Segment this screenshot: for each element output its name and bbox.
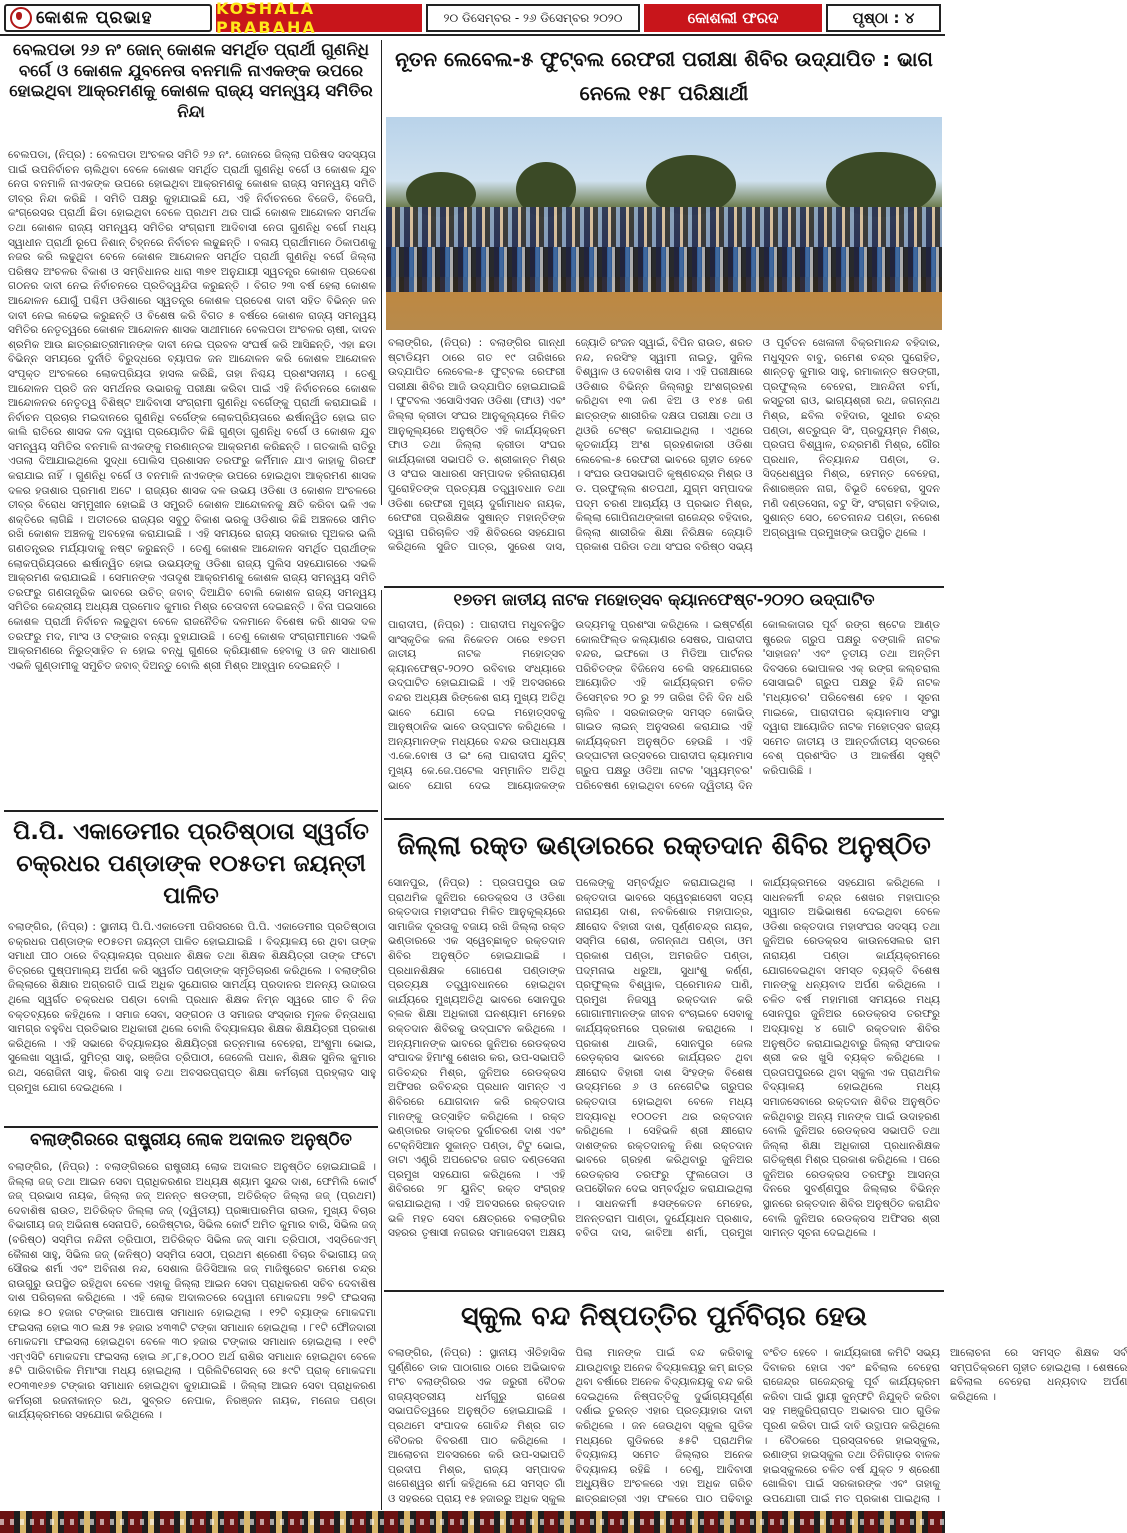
- article-1-body: ବେଲପଡା, (ନିପ୍ର) : ବେଲପଡା ଅଂଚଳର ସମିତି ୨୬ ନଂ. ଜୋନରେ ଜିଲ୍ଲା ପରିଷଦ ସଦସ୍ୟତା ପାଇଁ ଉପନିର୍ବାଚନ ଚାଲିଥିବା ବେଳେ କୋଶଳ ସମର୍ଥିତ ପ୍ରାର୍ଥୀ ଗୁଣନିଧି ବର୍ଗେ ଓ କୋଶଳ ଯୁବ ନେତା ବନମାଳି ନାଏକଙ୍କ ଉପରେ ହୋଇଥିବା ଆକ୍ରମଣକୁ କୋଶଳ ରାଜ୍ୟ ସମନ୍ୱୟ ସମିତି ତୀବ୍ର ନିନ୍ଦା କରିଛି । ସମିତି ପକ୍ଷରୁ କୁହାଯାଇଛି ଯେ, ଏହି ନିର୍ବାଚନରେ ବିଜେଡି, ବିଜେପି, କଂଗ୍ରେସର ପ୍ରାର୍ଥୀ ଛିଡା ହୋଇଥିବା ବେଳେ ପ୍ରଥମ ଥର ପାଇଁ କୋଶଳ ଆନ୍ଦୋଳନ ସମର୍ଥକ ତଥା କୋଶଳ ରାଜ୍ୟ ସମନ୍ୱୟ ସମିତିର ସଂଗ୍ରାମୀ ଆଦିବାସୀ ନେତା ଗୁଣନିଧି ବର୍ଗେ ମଧ୍ୟ ସ୍ୱାଧୀନ ପ୍ରାର୍ଥୀ ରୂପେ ନିଶାନ୍ ଚିହ୍ନରେ ନିର୍ବାଚନ ଲଢୁଛନ୍ତି । ବଳାୟ ପ୍ରାର୍ଥୀମାନେ ଠିକାପଣକୁ ନଜର କରି ଲଢୁଥିବା ବେଳେ କୋଶଳ ଆନ୍ଦୋଳନ ସମର୍ଥିତ ପ୍ରାର୍ଥୀ ଗୁଣନିଧି ବର୍ଗେ ଜିଲ୍ଲା ପରିଷଦ ଅଂଚଳର ବିକାଶ ଓ ସମ୍ବିଧାନର ଧାରା ୩୭୧ ଅନୁଯାୟୀ ସ୍ୱତନ୍ତ୍ର କୋଶଳ ପ୍ରଦେଶ ଗଠନର ଦାବୀ ନେଇ ନିର୍ବାଚନରେ ପ୍ରତିଦ୍ୱନ୍ଦିତା କରୁଛନ୍ତି । ବିଗତ ୨୩ ବର୍ଷ ହେଲା କୋଶଳ ଆନ୍ଦୋଳନ ଯୋଗୁଁ ପଶ୍ଚିମ ଓଡିଶାରେ ସ୍ୱତନ୍ତ୍ର କୋଶଳ ପ୍ରଦେଶ ଦାବୀ ସହିତ ବିଭିନ୍ନ ଜନ ଦାବୀ ନେଇ ଲଢେଇ କରୁଛନ୍ତି ଓ ବିଶେଷ କରି ବିଗତ ୫ ବର୍ଷରେ କୋଶଳ ରାଜ୍ୟ ସମନ୍ୱୟ ସମିତିର ନେତୃତ୍ୱରେ କୋଶଳ ଆନ୍ଦୋଳନ ଶାସକ ସାଥୀମାନେ ବେଲପଡା ଅଂଚଳର ଚାଷୀ, ଦାଦନ ଶ୍ରମିକ ଆଉ ଛାତ୍ରଛାତ୍ରୀମାନଙ୍କ ଦାବୀ ନେଇ ପ୍ରବଳ ସଂଘର୍ଷ କରି ଆସିଛନ୍ତି, ଏହା ଛଡା ବିଭିନ୍ନ ସମୟରେ ଦୁର୍ନୀତି ବିରୁଦ୍ଧରେ ବ୍ୟାପକ ଜନ ଆନ୍ଦୋଳନ କରି କୋଶଳ ଆନ୍ଦୋଳନ ସଂପୃକ୍ତ ଅଂଚଳରେ ଲୋକପ୍ରିୟତା ହାସଲ କରିଛି, ତାହା ନିଶ୍ଚୟ ପ୍ରଶଂସନୀୟ । ତେଣୁ ଆନ୍ଦୋଳନ ପ୍ରତି ଜନ ସମର୍ଥନର ଉଭାରକୁ ପରୀକ୍ଷା କରିବା ପାଇଁ ଏହି ନିର୍ବାଚନରେ କୋଶଳ ଆନ୍ଦୋଳନର ନେତୃତ୍ୱ ବିଶିଷ୍ଟ ଆଦିବାସୀ ସଂଗ୍ରାମୀ ଗୁଣନିଧି ବର୍ଗେଙ୍କୁ ପ୍ରାର୍ଥୀ କରାଯାଇଛି । ନିର୍ବାଚନ ପ୍ରଚାର ମଇଦାନରେ ଗୁଣନିଧି ବର୍ଗେଙ୍କ ଲୋକପ୍ରିୟତାରେ ଈର୍ଷାନ୍ୱିତ ହୋଇ ଗତ କାଲି ରାତିରେ ଶାସକ ଦଳ ଦ୍ୱାରା ପ୍ରୟୋଜିତ କିଛି ଗୁଣ୍ଡା ଗୁଣନିଧି ବର୍ଗେ ଓ କୋଶଳ ଯୁବ ସମନ୍ୱୟ ସମିତିର ବନମାଳି ନାଏକଙ୍କୁ ମରଣାନ୍ତକ ଆକ୍ରମଣ କରିଛନ୍ତି । ଗତକାଲି ରାତିରୁ ଏତାଲା ଦିଆଯାଇଥିଲେ ସୁଦ୍ଧା ପୋଲିସ ପ୍ରଶାସନ ତରଫରୁ କର୍ମିମାନ ଯାଏ କାହାକୁ ଗିରଫ କରାଯାଇ ନାହିଁ । ଗୁଣନିଧି ବର୍ଗେ ଓ ବନମାଳି ନାଏକଙ୍କ ଉପରେ ହୋଇଥିବା ଆକ୍ରମଣ ଶାସକ ଦଳର ହତାଶାର ପ୍ରମାଣ ଅଟେ । ରାଜ୍ୟର ଶାସକ ଦଳ ଉଭୟ ଓଡିଶା ଓ କୋଶଳ ଅଂଚଳରେ ତୀବ୍ର ବିରୋଧ ସମ୍ମୁଖୀନ ହୋଇଛି ଓ ସମ୍ପ୍ରତି କୋଶଳ ଆନ୍ଦୋଳନକୁ କ୍ଷତି କରିବା ଭଳି ଏକ ଶକ୍ତିରେ ଲାଗିଛି । ଅତୀତରେ ରାଜ୍ୟର ସବୁଠୁ ବିକାଶ ଭରକୁ ଓଡିଶାର କିଛି ଅଞ୍ଚଳରେ ସୀମିତ ରଖି କୋଶଳ ଅଞ୍ଚଳକୁ ଅବହେଳା କରାଯାଇଛି । ଏହି ସମୟରେ ରାଜ୍ୟ ସରକାର ପୂଅକର ଭଲି ଗଣତନ୍ତ୍ରର ମର୍ଯ୍ୟାଦାକୁ ନଷ୍ଟ କରୁଛନ୍ତି । ତେଣୁ କୋଶଳ ଆନ୍ଦୋଳନ ସମର୍ଥିତ ପ୍ରାର୍ଥୀଙ୍କ ଲୋକପ୍ରିୟତାରେ ଈର୍ଷାନ୍ୱିତ ହୋଇ ଉଭୟଙ୍କୁ ଓଡିଶା ରାଜ୍ୟ ପୁଲିସ ସହଯୋଗରେ ଏଭଳି ଆକ୍ରମଣ କରାଯାଇଛି । ସେମାନଙ୍କ ଏତାଦୃଶ ଆକ୍ରମଣକୁ କୋଶଳ ରାଜ୍ୟ ସମନ୍ୱୟ ସମିତି ତରଫରୁ ଗଣତାନ୍ତ୍ରିକ ଭାବରେ ଉଚିତ୍ ଜବାବ୍ ଦିଆଯିବ ବୋଲି କୋଶଳ ରାଜ୍ୟ ସମନ୍ୱୟ ସମିତିର କେନ୍ଦ୍ରୀୟ ଅଧ୍ୟକ୍ଷ ପ୍ରମୋଦ କୁମାର ମିଶ୍ର ଚେତାବନୀ ଦେଇଛନ୍ତି । ବିନା ପଇସାରେ କୋଶଳ ପ୍ରାର୍ଥୀ ନିର୍ବାଚନ ଲଢୁଥିବା ବେଳେ ରାଜନୈତିକ ଦଳମାନେ ବିଶେଷ କରି ଶାସକ ଦଳ ତରଫରୁ ମଦ, ମାଂସ ଓ ଟଙ୍କାର ବନ୍ୟା ବୁହାଯାଉଛି । ତେଣୁ କୋଶଳ ସଂଗ୍ରାମୀମାନେ ଏଭଳି ଆକ୍ରମଣରେ ନିରୁତ୍ସାହିତ ନ ହୋଇ ବନ୍ଧୁ ଗୁଣରେ କ୍ରିୟାଶୀଳ ହେବାକୁ ଓ ଜନ ସାଧାରଣ ଏଭଳି ଗୁଣ୍ଡାମୀକୁ ସମୁଚିତ ଜବାବ୍ ଦିଅନ୍ତୁ ବୋଲି ଶ୍ରୀ ମିଶ୍ର ଆହ୍ୱାନ ଦେଇଛନ୍ତି ।: [8, 149, 376, 672]
- masthead: [0, 0, 945, 36]
- issue-date: ୨୦ ଡିସେମ୍ବର - ୨୬ ଡିସେମ୍ବର ୨୦୨୦: [426, 4, 640, 32]
- article-separator: [4, 1126, 378, 1128]
- article-separator: [384, 1290, 944, 1292]
- article-3-body: ବଲାଙ୍ଗିର, (ନିପ୍ର) : ବଲାଙ୍ଗିରରେ ରାଷ୍ଟ୍ରୀୟ ଲୋକ ଅଦାଲତ ଅନୁଷ୍ଠିତ ହୋଇଯାଇଛି । ଜିଲ୍ଲା ଜଜ୍ ତଥା ଆଇନ ସେବା ପ୍ରାଧିକରଣର ଅଧ୍ୟକ୍ଷ ଶ୍ୟାମ ସୁନ୍ଦର ଦାଶ, ଫେମିଲି କୋର୍ଟ ଜଜ୍ ପ୍ରଭାସ ନାୟକ, ଜିଲ୍ଲା ଜଜ୍ ଅନନ୍ତ ଷଡଙ୍ଗୀ, ଅତିରିକ୍ତ ଜିଲ୍ଲା ଜଜ୍ (ପ୍ରଥମ) ଦେବାଶିଷ ରାଉତ, ଅତିରିକ୍ତ ଜିଲ୍ଲା ଜଜ୍ (ଦ୍ୱିତୀୟ) ପ୍ରଜ୍ଞାପାରମିତା ରାଉଳ, ମୁଖ୍ୟ ବିଚାର ବିଭାଗୀୟ ଜଜ୍ ଅଭିନାଷ ସେନାପତି, ରେଜିଷ୍ଟାର, ସିଭିଲ କୋର୍ଟ ଅମିତ କୁମାର ବାରି, ସିଭିଲ ଜଜ୍ (ବରିଷ୍ଠ) ସସ୍ମିତା ନନ୍ଦିନୀ ତ୍ରିପାଠୀ, ଅତିରିକ୍ତ ସିଭିଲ ଜଜ୍ ସାମା ତ୍ରିପାଠୀ, ଏସ୍ଡିଜେଏମ୍ କୈଳାଶ ସାହୁ, ସିଭିଲ ଜଜ୍ (କନିଷ୍ଠ) ସସ୍ମିତା ସେଠୀ, ପ୍ରଥମ ଶ୍ରେଣୀ ବିଚାର ବିଭାଗୀୟ ଜଜ୍ ସୌରଭ ଶର୍ମା ଏବଂ ଅବିନାଶ ନନ୍ଦ, ସେଶାଲ ଜିଡିସିଆଲ ଜଜ୍ ମାଜିଷ୍ଟ୍ରେଟ ରମେଶ ଚନ୍ଦ୍ର ରାଉଗୁରୁ ଉପସ୍ଥିତ ରହିଥିବା ବେଳେ ଏହାକୁ ଜିଲ୍ଲା ଆଇନ ସେବା ପ୍ରାଧିକରଣ ସଚିବ ଦେବାଶିଷ ଦାଶ ପରିଚାଳନା କରିଥିଲେ । ଏହି ଲୋକ ଅଦାଲତରେ ଦେୱାନୀ ମୋକଦ୍ଦମା ୨୭ଟି ଫଇସଲା ହୋଇ ୫୦ ହଜାର ଟଙ୍କାର ଆପୋଷ ସମାଧାନ ହୋଇଥିଲା । ୧୨ଟି ବ୍ୟାଙ୍କ ମୋକଦ୍ଦମା ଫଇସଲା ହୋଇ ୩୦ ଲକ୍ଷ ୨୫ ହଜାର ୪୩୩ଟି ଟଙ୍କା ସମାଧାନ ହୋଇଥିଲା । ୮୧ଟି ଫୌଜଦାରୀ ମୋକଦ୍ଦମା ଫଇସଲା ହୋଇଥିବା ବେଳେ ୩୦ ହଜାର ଟଙ୍କାର ସମାଧାନ ହୋଇଥିଲା । ୧୧ଟି ଏମ୍ଏସିଟି ମୋକଦ୍ଦମା ଫଇସଲା ହୋଇ ୬୮,୮୫,୦୦୦ ଅର୍ଥ ରାଶିର ସମାଧାନ ହୋଇଥିବା ବେଳେ ୫ଟି ପାରିବାରିକ ମିମାଂସା ମଧ୍ୟ ହୋଇଥିଲା । ପ୍ରିଲିଟିଗେସନ୍ ରେ ୫୯ଟି ପ୍ରାକ୍ ମୋକଦ୍ଦମା ୧୦୩୩୧୬୭ ଟଙ୍କାର ସମାଧାନ ହୋଇଥିବା କୁହାଯାଇଛି । ଜିଲ୍ଲା ଆଇନ ସେବା ପ୍ରାଧିକରଣ କର୍ମଚାରୀ ରଜନୀକାନ୍ତ ରଥ, ସୁବ୍ରତ ନେପାକ, ନିରଞ୍ଜନ ନାୟକ, ମନୋଜ ପଣ୍ଡା କାର୍ଯ୍ୟକ୍ରମରେ ସହଯୋଗ କରିଥିଲେ ।: [8, 1161, 376, 1422]
- section-name: କୋଶଲୀ ଫରଦ: [644, 4, 822, 32]
- column-divider: [381, 40, 382, 505]
- column-divider: [381, 590, 382, 1510]
- article-separator: [384, 818, 944, 820]
- article-7-body: ବଲାଙ୍ଗିର, (ନିପ୍ର) : ସ୍ଥାନୀୟ ଐତିହାସିକ ପୁର୍ଣ୍ଣିଚେ ଡାକ ପାଠାଗାର ଠାରେ ଅଭିଭାବକ ମଂଚ ବଲାଙ୍ଗିରର ଏକ ଜରୁରୀ ବୈଠକ ରାଜ୍ୟସ୍ତରୀୟ ଧର୍ମଗୁରୁ ରାଜେଶ ସଭାପତିତ୍ୱରେ ଅନୁଷ୍ଠିତ ହୋଇଯାଇଛି । ପ୍ରଥମେ ସଂପାଦକ ଗୋବିନ୍ଦ ମିଶ୍ର ଗତ ବୈଠକର ବିବରଣୀ ପାଠ କରିଥିଲେ । ଆଲୋଚନା ଅବସରରେ କରି ଉପ-ସଭାପତି ପ୍ରଦୀପ ମିଶ୍ର, ରାଜ୍ୟ ସମ୍ପାଦକ ଖଗେଶ୍ୱର ଶର୍ମା କହିଥିଲେ ଯେ ସମସ୍ତ ଗାଁ ଓ ସହରରେ ପ୍ରାୟ ୧୫ ହଜାରରୁ ଅଧିକ ସ୍କୁଲ ପିଲା ମାନଙ୍କ ପାଇଁ ବନ୍ଦ କରିବାକୁ ଯାଉଥିବାରୁ ଅନେକ ବିଦ୍ୟାଳୟରୁ କମ୍ ଛାତ୍ର ଥିବା ବର୍ଷାରେ ଅନେକ ବିଦ୍ୟାଳୟକୁ ବନ୍ଦ କରି ଦେଇଥିଲେ ନିଷ୍ପତ୍ତିକୁ ଦୁର୍ଭାଗ୍ୟପୂର୍ଣ୍ଣ ଦର୍ଶାଇ ତୁରନ୍ତ ଏହାର ପ୍ରତ୍ୟାହାର ଦାବୀ କରିଥିଲେ । ଜନ ଜେଉଥିବା ସ୍କୁଲ ଗୁଡିକ ମଧ୍ୟରେ ଗୁଡିକରେ ୫୫ଟି ପ୍ରାଥମିକ ବିଦ୍ୟାଳୟ ସମେତ ଜିଲ୍ଲାର ଅନେକ ବିଦ୍ୟାଳୟ ରହିଛି । ତେଣୁ, ଆଦିବାସୀ ଅଧ୍ୟୁଷିତ ଅଂଚଳରେ ଏହା ଅଧିକ ଗରିବ ଛାତ୍ରଛାତ୍ରୀ ଏହା ଫଳରେ ପାଠ ପଢିବାରୁ ବଂଚିତ ହେବେ । କାର୍ଯ୍ୟକାରୀ କମିଟି ସଭ୍ୟ ଦିବାକର ହୋତା ଏବଂ ଛବିଲାଲ ବେହେରା ରାଜେନ୍ଦ୍ର ଗଜେନ୍ଦ୍ରକୁ ପୂର୍ବ କାର୍ଯ୍ୟକ୍ରମ କରିବା ପାଇଁ ସ୍ଥାୟୀ କୁନ୍‌ଫଟି ନିଯୁକ୍ତି କରିବା ସହ ମଞ୍ଜୁରିପ୍ରାପ୍ତ ଅଭାବର ପାଠ ଗୁଡିକ ପୂରଣ କରିବା ପାଇଁ ଦାବି ଉତ୍ଥାପନ କରିଥିଲେ । ବୈଠକରେ ପ୍ରସ୍ତାବରେ ହାଇସ୍କୁଲ, ରଣାଙ୍ଗ ହାଇସ୍କୁଲ ତଥା ତିନିଗାଡ଼ର ବାଳକ ହାଇସ୍କୁଲରେ ଚଳିତ ବର୍ଷ ଯୁକ୍ତ ୨ ଶ୍ରେଣୀ ଖୋଲିବା ପାଇଁ ସରକାରଙ୍କ ଏବଂ ତାହାକୁ ଉପଯୋଗୀ ପାଇଁ ମତ ପ୍ରକାଶ ପାଇଥିଲା । ଆଲୋଚନା ରେ ସମସ୍ତ ଶିକ୍ଷକ ସର୍ବ ସମ୍ପତିକ୍ରମେ ଗୃହୀତ ହୋଇଥିଲା । ଶେଷରେ ଛବିଲାଲ ବେହେରା ଧନ୍ୟବାଦ ଅର୍ପଣ କରିଥିଲେ ।: [388, 1347, 1127, 1505]
- article-4-body: ବଲାଙ୍ଗିର, (ନିପ୍ର) : ବଲାଙ୍ଗିର ଗାନ୍ଧୀ ଷ୍ଟାଡିୟମ ଠାରେ ଗତ ୧୯ ତାରିଖରେ ଉଦ୍‌ଯାପିତ ଲେବେଲ-୫ ଫୁଟ୍‌ବଲ ରେଫରୀ ପରୀକ୍ଷା ଶିବିର ଆଜି ଉଦ୍‌ଯାପିତ ହୋଇଯାଇଛି । ଫୁଟବଲ ଏସୋସିଏସନ ଓଡିଶା (ଫାଓ) ଏବଂ ଜିଲ୍ଲା କ୍ରୀଡା ସଂଘର ଆନୁକୂଲ୍ୟରେ ମିଳିତ ଆନୁକୂଲ୍ୟରେ ଅନୁଷ୍ଠିତ ଏହି କାର୍ଯ୍ୟକ୍ରମ ଫାଓ ତଥା ଜିଲ୍ଲା କ୍ରୀଡା ସଂଘର କାର୍ଯ୍ୟକାରୀ ସଭାପତି ଡ. ଶ୍ରୀକାନ୍ତ ମିଶ୍ର ଓ ସଂଘର ସାଧାରଣ ସମ୍ପାଦକ ହରିନାରାୟଣ ପୁରୋହିତଙ୍କ ପ୍ରତ୍ୟକ୍ଷ ତତ୍ତ୍ୱାବଧାନ ତଥା ଓଡିଶା ରେଫରୀ ମୁଖ୍ୟ ଦୁର୍ଗାମାଧବ ନାୟକ, ରେଫରୀ ପ୍ରଶିକ୍ଷକ ସୁଷାନ୍ତ ମହାନ୍ତିଙ୍କ ଦ୍ୱାରା ପରିଚାଳିତ ଏହି ଶିବିରରେ ସହଯୋଗ କରିଥିଲେ ସୁଜିତ ପାତ୍ର, ସୁରେଶ ଦାସ, ଜ୍ୟୋତି ରଂଜନ ସ୍ୱାଇଁ, ବିପିନ ରାଉତ, ଶରତ ନନ୍ଦ, ନରସିଂହ ସ୍ୱାମୀ ନାଇଡୁ, ସୁନିଲ ବିଶ୍ୱାଳ ଓ ଦେବାଶିଷ ଦାସ । ଏହି ପରୀକ୍ଷାରେ ଓଡିଶାର ବିଭିନ୍ନ ଜିଲ୍ଲାରୁ ଅଂଶଗ୍ରହଣ କରିଥିବା ୧୩ ଜଣ ଝିଅ ଓ ୧୪୫ ଜଣ ଛାତ୍ରଙ୍କ ଶାରୀରିକ ଦକ୍ଷତା ପରୀକ୍ଷା ତଥା ଓ ଥିଓରି ଟେଷ୍ଟ କରାଯାଇଥିଲା । ଏଥିରେ କୃତକାର୍ଯ୍ୟ ଅଂଶ ଗ୍ରହଣକାରୀ ଓଡିଶା ଲେବେଲ-୫ ରେଫରୀ ଭାବରେ ଗୃହୀତ ହେବେ । ସଂଘର ଉପସଭାପତି କୃଷ୍ଣଚନ୍ଦ୍ର ମିଶ୍ର ଓ ଡ. ପ୍ରଫୁଲ୍ଲ ଶତପଥୀ, ଯୁଗ୍ମ ସମ୍ପାଦକ ପଦ୍ମ ଚରଣ ଆଚାର୍ଯ୍ୟ ଓ ପ୍ରଭାତ ମିଶ୍ର, କିଲ୍ଲା ଗୋପିନାଥଙ୍କାଳୀ ରାଜେନ୍ଦ୍ର ବହିଦାର, ଜିଲ୍ଲା ଶାରୀରିକ ଶିକ୍ଷା ନିରିକ୍ଷକ ଜ୍ୟୋତି ପ୍ରକାଶ ପରିଡା ତଥା ସଂଘର ବରିଷ୍ଠ ସଭ୍ୟ ଓ ପୂର୍ବତନ ଖେଳାଳୀ ବିକ୍ରମାନନ୍ଦ ବହିଦାର, ମଧୁସୂଦନ ବାବୁ, ରମେଶ ଚନ୍ଦ୍ର ପୁରୋହିତ, ଶାନ୍ତନୁ କୁମାର ସାହୁ, ରମାକାନ୍ତ ଷଡଙ୍ଗୀ, ପ୍ରଫୁଲ୍ଲ ବେହେରା, ଆନନ୍ଦିନୀ ବର୍ମା, କସ୍ତୁରୀ ରାଓ, ଭାଗ୍ୟଶ୍ରୀ ରଥ, ଜଗନ୍ନାଥ ମିଶ୍ର, ଛବିଲ ବହିଦାର, ସୁଧୀର ଚନ୍ଦ୍ର ପଣ୍ଡା, ଶତ୍ରୁଘ୍ନ ସିଂ, ପ୍ରଦ୍ୟୁମ୍ନ ମିଶ୍ର, ପ୍ରତାପ ବିଶ୍ୱାଳ, ଚନ୍ଦ୍ରମଣି ମିଶ୍ର, ଗୌର ପ୍ରଧାନ, ନିତ୍ୟାନନ୍ଦ ପଣ୍ଡା, ଡ. ସିଦ୍ଧେଶ୍ୱର ମିଶ୍ର, ହେମନ୍ତ ବେହେରା, ନିଶାରଞ୍ଜନ ନାଗ, ବିଭୂତି ବେହେରା, ସୁଦନ ମଣି ଦଣ୍ଡସେନା, ବଟୁ ସିଂ, ସଂଗ୍ରାମ ବହିଦାର, ସୁଶାନ୍ତ ସେଠ, ଚେତନାନନ୍ଦ ପଣ୍ଡା, ନରେଶ ଅଗ୍ରୱାଲ ପ୍ରମୁଖଙ୍କ ଉପସ୍ଥିତ ଥିଲେ ।: [388, 337, 940, 554]
- article-6-headline: ଜିଲ୍ଲା ରକ୍ତ ଭଣ୍ଡାରରେ ରକ୍ତଦାନ ଶିବିର ଅନୁଷ୍ଠିତ: [397, 831, 931, 861]
- lamp-logo-icon: [10, 7, 32, 29]
- article-2-body: ବଲାଙ୍ଗିର, (ନିପ୍ର) : ସ୍ଥାନୀୟ ପି.ପି.ଏକାଡେମୀ ପରିସରରେ ପି.ପି. ଏକାଡେମୀର ପ୍ରତିଷ୍ଠାତା ଚକ୍ରଧର ପଣ୍ଡାଙ୍କ ୧୦୫ତମ ଜୟନ୍ତୀ ପାଳିତ ହୋଇଯାଇଛି । ବିଦ୍ୟାଳୟ ରେ ଥିବା ତାଙ୍କ ସମାଧୀ ପୀଠ ଠାରେ ବିଦ୍ୟାଳୟର ପ୍ରଧାନ ଶିକ୍ଷକ ତଥା ଶିକ୍ଷକ ଶିକ୍ଷୟିତ୍ରୀ ତାଙ୍କ ଫଟୋ ଚିତ୍ରରେ ପୁଷ୍ପମାଲ୍ୟ ଅର୍ପଣ କରି ସ୍ୱର୍ଗତ ପଣ୍ଡାଙ୍କ ସ୍ମୃତିଚାରଣ କରିଥିଲେ । ବଲାଙ୍ଗିର ଜିଲ୍ଲାରେ ଶିକ୍ଷାର ଅଗ୍ରଗତି ପାଇଁ ଅଧିକ ସୁଯୋଗର ସାମର୍ଥ୍ୟ ପ୍ରଦାନର ଅନନ୍ୟ ଉଦ୍ଦାରତା ଥିଲେ ସ୍ୱର୍ଗତ ଚକ୍ରଧର ପଣ୍ଡା ବୋଲି ପ୍ରଧାନ ଶିକ୍ଷକ ନିମ୍ନ ସ୍ୱରେ ଗୀତ ବି ନିଜ ବକ୍ତବ୍ୟରେ କହିଥିଲେ । ସମାଜ ସେବା, ସଙ୍ଗଠନ ଓ ସମାଜର ସଂସ୍କାର ମୂଳକ ଚିନ୍ତାଧାରା ସାମଗ୍ର ବହୁବିଧ ପ୍ରତିଭାର ଅଧିକାରୀ ଥିଲେ ବୋଲି ବିଦ୍ୟାଳୟର ଶିକ୍ଷକ ଶିକ୍ଷୟିତ୍ରୀ ପ୍ରକାଶ କରିଥିଲେ । ଏହି ସଭାରେ ବିଦ୍ୟାଳୟର ଶିକ୍ଷୟିତ୍ରୀ ରତ୍ନମାଳା ବେହେରା, ଅଂଶୁମା ଭୋଇ, ସୁଲେଖା ସ୍ୱାଇଁ, ସୁମିତ୍ରା ସାହୁ, ରଞ୍ଜିତା ତ୍ରିପାଠୀ, ଜେଜେଲି ପଧାନ, ଶିକ୍ଷକ ସୁନିଲ କୁମାର ରଥ, ସରୋଜିନୀ ସାହୁ, କିରଣ ସାହୁ ତଥା ଅବସରପ୍ରାପ୍ତ ଶିକ୍ଷା କର୍ମଚାରୀ ପ୍ରହ୍ଲାଦ ସାହୁ ପ୍ରମୁଖ ଯୋଗ ଦେଇଥିଲେ ।: [8, 921, 376, 1094]
- article-separator: [384, 586, 944, 588]
- article-1-headline: ବେଲପଡା ୨୬ ନଂ ଜୋନ୍ କୋଶଳ ସମର୍ଥିତ ପ୍ରାର୍ଥୀ ଗୁଣନିଧି ବର୍ଗେ ଓ କୋଶଳ ଯୁବନେତା ବନମାଳି ନାଏକଙ୍କ ଉପରେ ହୋଇଥିବା ଆକ୍ରମଣକୁ କୋଶଳ ରାଜ୍ୟ ସମନ୍ୱୟ ସମିତିର ନିନ୍ଦା: [9, 40, 373, 121]
- article-4-headline: ନୂତନ ଲେବେଲ-୫ ଫୁଟ୍‌ବଲ ରେଫରୀ ପରୀକ୍ଷା ଶିବିର ଉଦ୍‌ଯାପିତ : ଭାଗ ନେଲେ ୧୫୮ ପରିକ୍ଷାର୍ଥୀ: [395, 47, 933, 105]
- article-5-body: ପାରାଦୀପ, (ନିପ୍ର) : ପାରାଦୀପ ମଧୁବନସ୍ଥିତ ସାଂସ୍କୃତିକ କଳା ନିକେତନ ଠାରେ ୧୭ତମ ଜାତୀୟ ନାଟକ ମହୋତ୍ସବ କ୍ୟାନଫେଷ୍ଟ-୨୦୨୦ ରବିବାର ସଂଧ୍ୟାରେ ଉଦ୍‌ଘାଟିତ ହୋଇଯାଇଛି । ଏହି ଅବସରରେ ବନ୍ଦର ଅଧ୍ୟକ୍ଷ ରିଙ୍କେଶ ରାୟ ମୁଖ୍ୟ ଅତିଥି ଭାବେ ଯୋଗ ଦେଇ ମହୋତ୍ସବକୁ ଆନୁଷ୍ଠାନିକ ଭାବେ ଉଦ୍‌ଘାଟନ କରିଥିଲେ । ଅନ୍ୟମାନଙ୍କ ମଧ୍ୟରେ ବନ୍ଦର ଉପାଧ୍ୟକ୍ଷ ଏ.କେ.ବୋଷ ଓ ଇଂ ଲୋ ପାରାଦୀପ ଯୁନିଟ୍ ମୁଖ୍ୟ କେ.ଜେ.ପଟେଲ ସମ୍ମାନିତ ଅତିଥି ଭାବେ ଯୋଗ ଦେଇ ଆୟୋଜକଙ୍କ ଉଦ୍ୟମକୁ ପ୍ରଶଂସା କରିଥିଲେ । ଇଷ୍ଟର୍ଣ୍ଣ କୋଲଫିଲ୍ଡ କଲ୍ୟାଣର ସେଷର, ପାରାଦୀପ ବନ୍ଦର, ଇଫକୋ ଓ ମିଡିଆ ପାର୍ଟନର ପରିଚିତଙ୍କ ବିଜିନେସ ଚେଲି ସହଯୋଗରେ ଆୟୋଜିତ ଏହି କାର୍ଯ୍ୟକ୍ରମ ଚଳିତ ଡିସେମ୍ବର ୨୦ ରୁ ୨୨ ତାରିଖ ତିନି ଦିନ ଧରି ଚାଲିବ । ସରକାରଙ୍କ ସମସ୍ତ କୋଭିଡ୍ ଗାଇଡ ଲାଇନ୍ ଅନୁସରଣ କରାଯାଇ ଏହି କାର୍ଯ୍ୟକ୍ରମ ଅନୁଷ୍ଠିତ ହେଉଛି । ଏହି ଉଦ୍‌ଘାଟନୀ ଉତ୍ସବରେ ପାରାଦୀପ କ୍ୟାନମାସ ଗ୍ରୁପ ପକ୍ଷରୁ ଓଡିଆ ନାଟକ 'ସ୍ୱୟମ୍ବର' ପରିବେଷଣ ହୋଇଥିବା ବେଳେ ଦ୍ୱିତୀୟ ଦିନ କୋଲକାତାର ପୂର୍ବ ରଙ୍ଗ ଷ୍ଟେଜ ଆଣ୍ଡ ଷ୍ଟ୍ରେଜ ଗ୍ରୁପ ପକ୍ଷରୁ ବଙ୍ଗାଳି ନାଟକ 'ସାହାଜନ' ଏବଂ ତୃତୀୟ ତଥା ଅନ୍ତିମ ଦିବସରେ ଭୋପାଳର ଏକ୍ ରଙ୍ଗ କଲ୍‌ଚରାଲ ସୋସାଇଟି ଗ୍ରୁପ ପକ୍ଷରୁ ହିନ୍ଦି ନାଟକ 'ମଧ୍ୟାଚର' ପରିବେଷଣ ହେବ । ସୂଚନା ମାଇକେ, ପାରାଦୀପର କ୍ୟାନମାସ ସଂସ୍ଥା ଦ୍ୱାରା ଆୟୋଜିତ ନାଟକ ମହୋତ୍ସବ ରାଜ୍ୟ ସମେତ ଜାତୀୟ ଓ ଆନ୍ତର୍ଜାତୀୟ ସ୍ତରରେ ବେଶ୍ ପ୍ରଶଂସିତ ଓ ଆକର୍ଷଣ ସୃଷ୍ଟି କରିପାରିଛି ।: [388, 619, 940, 792]
- article-3-headline: ବଲାଙ୍ଗିରରେ ରାଷ୍ଟ୍ରୀୟ ଲୋକ ଅଦାଲତ ଅନୁଷ୍ଠିତ: [30, 1130, 352, 1150]
- english-title: KOSHALA PRABAHA: [216, 4, 422, 32]
- page-number: ପୃଷ୍ଠା : ୪: [826, 4, 941, 32]
- article-7-headline: ସ୍କୁଲ ବନ୍ଦ ନିଷ୍ପତ୍ତିର ପୁର୍ନବିଚାର ହେଉ: [460, 1301, 868, 1332]
- article-6-body: ସୋନପୁର, (ନିପ୍ର) : ପ୍ରତାପପୁର ଉଚ୍ଚ ପ୍ରାଥମିକ ଜୁନିଅର ରେଡକ୍ରସ ଓ ଓଡିଶା ରକ୍ତଦାତା ମହାସଂଘର ମିଳିତ ଆନୁକୂଲ୍ୟରେ ସାମାଜିକ ଦୂରତାକୁ ବଜାୟ ରଖି ଜିଲ୍ଲା ରକ୍ତ ଭଣ୍ଡାରରେ ଏକ ସ୍ୱେଚ୍ଛାକୃତ ରକ୍ତଦାନ ଶିବିର ଅନୁଷ୍ଠିତ ହୋଇଯାଇଛି । ପ୍ରଧାନଶିକ୍ଷକ ଗୋପେଶ ପଣ୍ଡାଙ୍କ ପ୍ରତ୍ୟକ୍ଷ ତତ୍ତ୍ୱାବଧାନରେ ହୋଇଥିବା କାର୍ଯ୍ୟରେ ମୁଖ୍ୟଅତିଥି ଭାବରେ ସୋନପୁର ବ୍ଲକ ଶିକ୍ଷା ଅଧିକାରୀ ଘନଶ୍ୟାମ ମେହେର ରକ୍ତଦାନ ଶିବିରକୁ ଉଦ୍‌ଘାଟନ କରିଥିଲେ । ଅନ୍ୟମାନଙ୍କ ଭାବରେ ଜୁନିଅର ରେଡକ୍ରସ ସଂପାଦକ ହିମାଂଶୁ ଶେଖର କର, ଉପ-ସଭାପତି ଗଡିଚନ୍ଦ୍ର ମିଶ୍ର, ଜୁନିଅର ରେଡକ୍ରସ ଅଫିସର ରବିଚନ୍ଦ୍ର ପ୍ରଧାନ ସାମନ୍ତ ଏ ଶିବିରରେ ଯୋଗଦାନ କରି ରକ୍ତଦାତା ମାନଙ୍କୁ ଉତ୍ସାହିତ କରିଥିଲେ । ରକ୍ତ ଭଣ୍ଡାରର ଡାକ୍ତର ଦୁର୍ଗାଚରଣ ଦାଶ ଏବଂ ଟେକ୍ନିସିଆନ ସୁକାନ୍ତ ପଣ୍ଡା, ଟିଟୁ ଭୋଇ, ଡାଟା ଏଣ୍ଟ୍ରି ଅପରେଟର ଜଗତ ଦଣ୍ଡସେନା ପ୍ରମୁଖ ସହଯୋଗ କରିଥିଲେ । ଏହି ଶିବିରରେ ୨୮ ୟୁନିଟ୍ ରକ୍ତ ସଂଗ୍ରହ କରାଯାଇଥିଲା । ଏହି ଅବସରରେ ରକ୍ତଦାନ ଭଳି ମହତ ସେବା କ୍ଷେତ୍ରରେ ବଲାଙ୍ଗିର ସହରର ତୃଷାସୀ ନଗରର ସମାଜସେବୀ ଅକ୍ଷୟ ପଲେଙ୍କୁ ସମ୍ବର୍ଦ୍ଧିତ କରାଯାଇଥିଲା । ରକ୍ତଦାତା ଭାବରେ ସ୍ୱେଚ୍ଛାସେବୀ ସତ୍ୟ ନାରାୟଣ ଦାଶ, ନବକିଶୋର ମହାପାତ୍ର, କ୍ଷୀରୋଦ ବିହାରୀ ଦାଶ, ପୂର୍ଣ୍ଣଚନ୍ଦ୍ର ନାୟକ, ସସ୍ମିତା ରୋଶ, ଜଗନ୍ନାଥ ପଣ୍ଡା, ଓମ ପ୍ରକାଶ ପଣ୍ଡା, ଅମରଜିତ ପଣ୍ଡା, ପଦ୍ମନାଭ ଧରୁଆ, ସୁଧାଂଶୁ କର୍ଣ୍ଣ, ପ୍ରଫୁଲ୍ଲ ବିଶ୍ୱାଳ, ପ୍ରେମାନନ୍ଦ ପାଣି, ପ୍ରମୁଖ ନିଜସ୍ୱ ରକ୍ତଦାନ କରି ଗୋଗାମୀମାନଙ୍କ ଜୀବନ ବଂଚାଇବେ ସେବାକୁ କାର୍ଯ୍ୟକ୍ରମରେ ପ୍ରକାଶ କରାଥିଲେ । ପ୍ରକାଶ ଥାଉକି, ସୋନପୁର ଜେଲ ରେଡ଼କ୍ରସ ଭାବରେ କାର୍ଯ୍ୟରତ ଥିବା କ୍ଷୀରୋଦ ବିହାରୀ ଦାଶ ସିଂହଙ୍କ ବିଶେଷ ଉଦ୍ୟମରେ ୬ ଓ ନେଗେଟିଭ ଗ୍ରୁପର ରକ୍ତଦାତା ହୋଇଥିବା ବେଳେ ମଧ୍ୟ ଅଦ୍ୟାବଧି ୧୦୦ତମ ଥର ରକ୍ତଦାନ କରିଥିଲେ । ସେହିଭଳି ଶ୍ରୀ କ୍ଷୀରୋଦ ଦାଶଙ୍କର ରକ୍ତଦାନକୁ ନିଶା ରକ୍ତଦାନ ଭାବରେ ଗ୍ରହଣ କରିଥିବାରୁ ଜୁନିଅର ରେଡକ୍ରସ ତରଫରୁ ଫୁଲତୋଡା ଓ ଉପଢୌକନ ଦେଇ ସମ୍ବର୍ଦ୍ଧିତ କରାଯାଇଥିଲା । ସାଧନକର୍ମୀ ୫ସଙ୍କେତନ ମେହେର, ଅନନ୍ତରାମ ପାଣ୍ଡା, ଦୁର୍ଯ୍ୟୋଧନ ପ୍ରଶାଦ, ବବିତା ଦାସ, କାବିଆ ଶର୍ମା, ପ୍ରମୁଖ କାର୍ଯ୍ୟକ୍ରମରେ ସହଯୋଗ କରିଥିଲେ । ସାଧନକର୍ମୀ ଚନ୍ଦ୍ର ଶେଖର ମହାପାତ୍ର ସ୍ୱାଗତ ଅଭିଭାଷଣ ଦେଇଥିବା ବେଳେ ଓଡିଶା ରକ୍ତଦାତା ମହାସଂଘର ସଦସ୍ୟ ତଥା ଜୁନିଅର ରେଡକ୍ରସ କାଉନସେଲର ରାମ ନାରାୟଣ ପଣ୍ଡା କାର୍ଯ୍ୟକ୍ରମରେ ଯୋଗଦେଇଥିବା ସମସ୍ତ ବ୍ୟକ୍ତି ବିଶେଷ ମାନଙ୍କୁ ଧନ୍ୟବାଦ ଅର୍ପଣ କରିଥିଲେ । ଚଳିତ ବର୍ଷ ମହାମାରୀ ସମୟରେ ମଧ୍ୟ ସୋନପୁର ଜୁନିଅର ରେଡକ୍ରସ ତରଫରୁ ଅଦ୍ୟାବଧି ୪ ଗୋଟି ରକ୍ତଦାନ ଶିବିର ଅନୁଷ୍ଠିତ କରାଯାଇଥିବାରୁ ଜିଲ୍ଲା ସଂପାଦକ ଶ୍ରୀ କର ଖୁସି ବ୍ୟକ୍ତ କରିଥିଲେ । ପ୍ରତାପପୁରରେ ଥିବା ସ୍କୁଲ ଏକ ପ୍ରାଥମିକ ବିଦ୍ୟାଳୟ ହୋଇଥିଲେ ମଧ୍ୟ ସମାଜସେବାରେ ରକ୍ତଦାନ ଶିବିର ଅନୁଷ୍ଠିତ କରିଥିବାରୁ ଅନ୍ୟ ମାନଙ୍କ ପାଇଁ ଉଦାହରଣ ବୋଲି ଜୁନିଅର ରେଡକ୍ରସ ସଭାପତି ତଥା ଜିଲ୍ଲା ଶିକ୍ଷା ଅଧିକାରୀ ପ୍ରଧାନଶିକ୍ଷକ ଗତିକୃଷ୍ଣ ମିଶ୍ର ପ୍ରକାଶ କରିଥିଲେ । ପରେ ଜୁନିଅର ରେଡକ୍ରସ ତରଫରୁ ଆସନ୍ତା ଦିନରେ ସୁବର୍ଣ୍ଣପୁର ଜିଲ୍ଲାର ବିଭିନ୍ନ ସ୍ଥାନରେ ରକ୍ତଦାନ ଶିବିର ଅନୁଷ୍ଠିତ କରାଯିବ ବୋଲି ଜୁନିଅର ରେଡକ୍ରସ ଅଫିସର ଶ୍ରୀ ସାମନ୍ତ ସୂଚନା ଦେଇଥିଲେ ।: [388, 877, 940, 1240]
- newspaper-logo: [4, 4, 212, 32]
- article-5-headline: ୧୭ତମ ଜାତୀୟ ନାଟକ ମହୋତ୍ସବ କ୍ୟାନଫେଷ୍ଟ-୨୦୨୦ ଉଦ୍‌ଘାଟିତ: [453, 590, 875, 609]
- decorative-border: [0, 1511, 945, 1533]
- article-2-headline: ପି.ପି. ଏକାଡେମୀର ପ୍ରତିଷ୍ଠାତା ସ୍ୱର୍ଗତ ଚକ୍ରଧର ପଣ୍ଡାଙ୍କ ୧୦୫ତମ ଜୟନ୍ତୀ ପାଳିତ: [13, 819, 369, 909]
- logo-text: କୋଶଳ ପ୍ରଭାହ: [36, 8, 153, 28]
- article-separator: [4, 810, 378, 812]
- referee-group-photo: [386, 117, 942, 330]
